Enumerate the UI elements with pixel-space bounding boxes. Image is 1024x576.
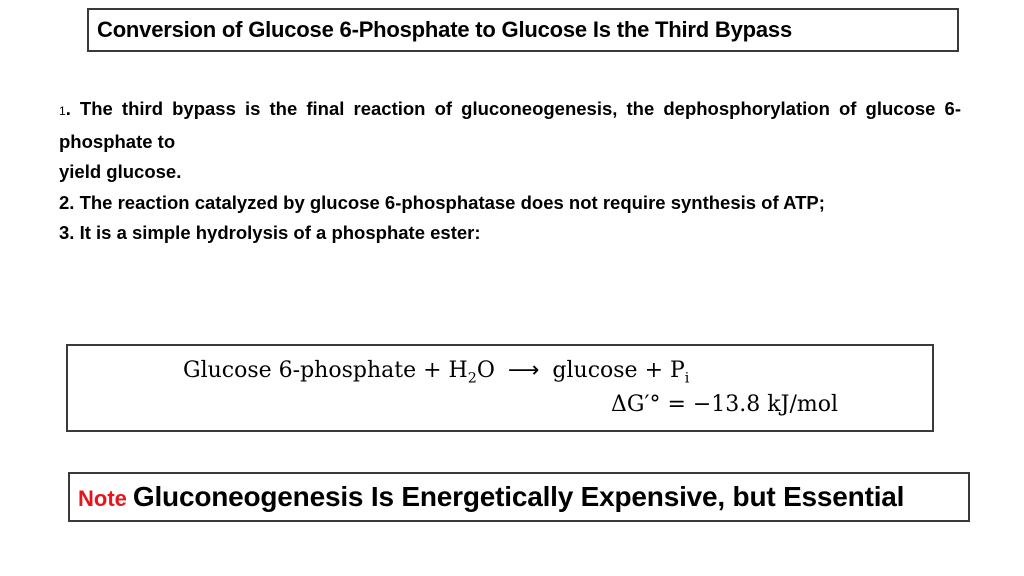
products-text: glucose + P (552, 358, 685, 383)
point-1 (59, 94, 961, 157)
reactants-text: Glucose 6-phosphate + H (183, 358, 468, 383)
note-box (68, 472, 970, 522)
reactants (183, 358, 495, 387)
note-label: Note (78, 486, 127, 511)
point-1-continuation: yield glucose. (59, 161, 182, 182)
water-subscript: 2 (467, 370, 477, 387)
slide-title: Conversion of Glucose 6-Phosphate to Glucose Is the Third Bypass (97, 17, 793, 42)
point-3: 3. It is a simple hydrolysis of a phosphate ester: (59, 222, 481, 243)
note-text: Gluconeogenesis Is Energetically Expensive, but Essential (132, 481, 905, 512)
phosphate-subscript: i (684, 370, 690, 387)
point-1-number: 1 (59, 104, 66, 118)
bullet-points (59, 94, 961, 249)
point-1-text: . The third bypass is the final reaction of gluconeogenesis, the dephosphorylation of glucose 6-phosphate to (59, 98, 961, 152)
free-energy: ΔG′° = −13.8 kJ/mol (611, 392, 838, 417)
reaction-equation (183, 358, 689, 386)
point-2: 2. The reaction catalyzed by glucose 6-phosphatase does not require synthesis of ATP; (59, 191, 825, 213)
products (552, 358, 690, 387)
title-box (87, 8, 959, 52)
reaction-arrow-icon: ⟶ (507, 358, 540, 383)
water-o: O (476, 358, 495, 383)
equation-box (66, 344, 934, 432)
